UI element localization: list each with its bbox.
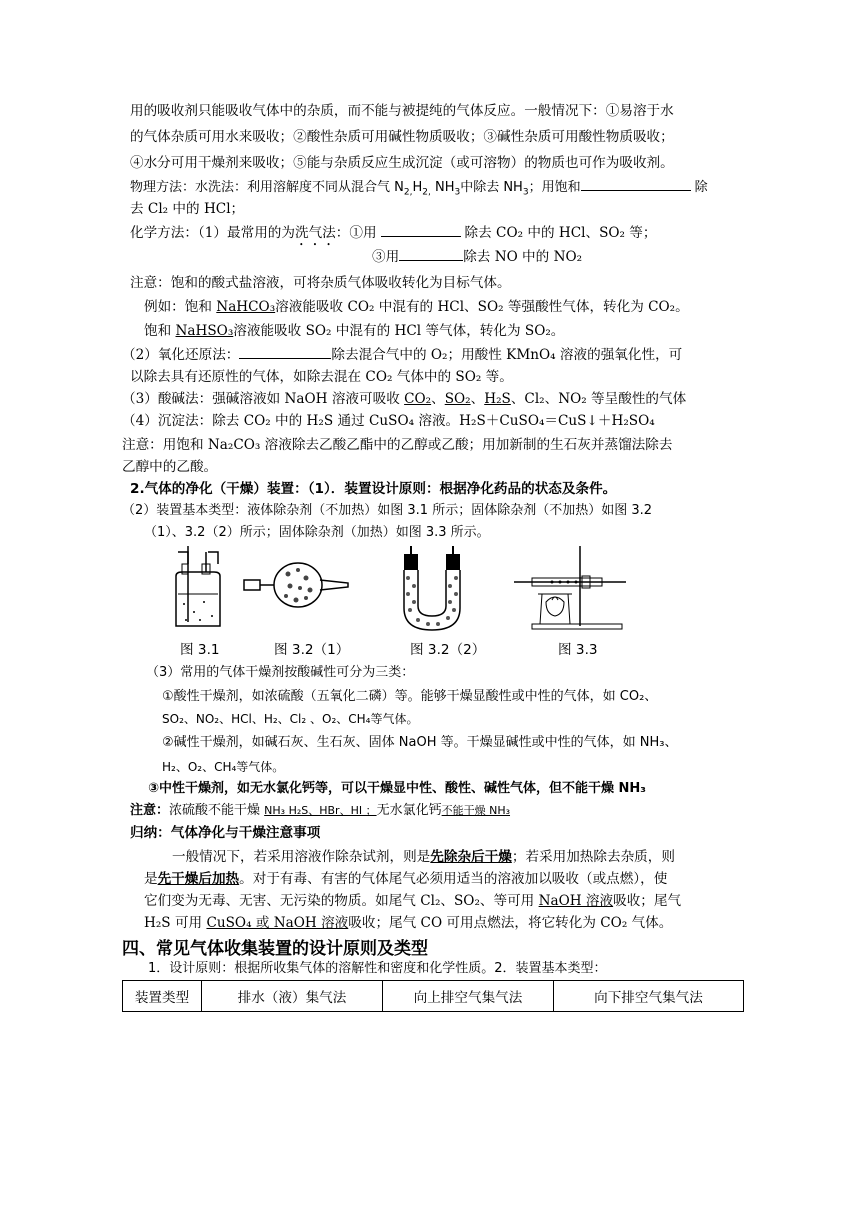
figure-3-2-2-u-tube [398, 544, 468, 634]
summary-line-2: 是先干燥后加热。对于有毒、有害的气体尾气必须用适当的溶液加以吸收（或点燃），使 [144, 871, 668, 887]
summary-heading: 归纳：气体净化与干燥注意事项 [130, 825, 321, 841]
para-absorbent-3: ④水分可用干燥剂来吸收；⑤能与杂质反应生成沉淀（或可溶物）的物质也可作为吸收剂。 [130, 155, 674, 171]
table-cell: 向下排空气集气法 [554, 981, 744, 1012]
note-sodium-carbonate-2: 乙醇中的乙酸。 [122, 459, 218, 475]
precipitation-method-line: （4）沉淀法：除去 CO₂ 中的 H₂S 通过 CuSO₄ 溶液。H₂S＋CuSO₄＝CuS↓＋H₂SO₄ [122, 413, 655, 429]
acidic-desiccant-line-2: SO₂、NO₂、HCl、H₂、Cl₂ 、O₂、CH₄等气体。 [162, 712, 419, 726]
acidic-desiccant-line: ①酸性干燥剂，如浓硫酸（五氧化二磷）等。能够干燥显酸性或中性的气体，如 CO₂、 [162, 689, 658, 704]
basic-desiccant-line-2: H₂、O₂、CH₄等气体。 [162, 760, 285, 774]
device-types-line: （2）装置基本类型：液体除杂剂（不加热）如图 3.1 所示；固体除杂剂（不加热）如图 3.2 [122, 503, 653, 518]
caption-figure-3-2-1: 图 3.2（1） [274, 642, 350, 658]
caption-figure-3-1: 图 3.1 [180, 642, 220, 658]
basic-desiccant-line: ②碱性干燥剂，如碱石灰、生石灰、固体 NaOH 等。干燥显碱性或中性的气体，如 NH₃、 [162, 735, 678, 750]
summary-line-3: 它们变为无毒、无害、无污染的物质。如尾气 Cl₂、SO₂、等可用 NaOH 溶液吸收；尾气 [144, 893, 682, 909]
section-4-heading: 四、常见气体收集装置的设计原则及类型 [122, 939, 428, 959]
redox-method-line-2: 以除去具有还原性的气体，如除去混在 CO₂ 气体中的 SO₂ 等。 [130, 369, 513, 385]
chemical-method-line-2: ③用 除去 NO 中的 NO₂ [372, 246, 582, 268]
summary-line-4: H₂S 可用 CuSO₄ 或 NaOH 溶液吸收；尾气 CO 可用点燃法，将它转化为 CO₂ 气体。 [144, 915, 673, 931]
caption-figure-3-2-2: 图 3.2（2） [410, 642, 486, 658]
table-cell: 装置类型 [123, 981, 202, 1012]
table-cell: 排水（液）集气法 [202, 981, 383, 1012]
table-cell: 向上排空气集气法 [383, 981, 554, 1012]
neutral-desiccant-line: ③中性干燥剂，如无水氯化钙等，可以干燥显中性、酸性、碱性气体，但不能干燥 NH₃ [148, 781, 646, 796]
acid-base-method-line: （3）酸碱法：强碱溶液如 NaOH 溶液可吸收 CO₂、SO₂、H₂S、Cl₂、NO₂ 等呈酸性的气体 [122, 391, 687, 407]
desiccant-classes-line: （3）常用的气体干燥剂按酸碱性可分为三类： [146, 665, 415, 680]
note-sodium-carbonate: 注意：用饱和 Na₂CO₃ 溶液除去乙酸乙酯中的乙醇或乙酸；用加新制的生石灰并蒸馏法除去 [122, 437, 673, 453]
physical-method-line-2: 去 Cl₂ 中的 HCl； [130, 201, 245, 217]
note-acid-salt: 注意：饱和的酸式盐溶液，可将杂质气体吸收转化为目标气体。 [130, 275, 511, 291]
redox-method-line: （2）氧化还原法： 除去混合气中的 O₂；用酸性 KMnO₄ 溶液的强氧化性，可 [122, 344, 682, 366]
device-types-line-2: （1）、3.2（2）所示；固体除杂剂（加热）如图 3.3 所示。 [144, 525, 490, 540]
table-row [123, 981, 744, 1012]
note-desiccant-limits: 注意：浓硫酸不能干燥 NH₃ H₂S、HBr、HI ；无水氯化钙不能干燥 NH₃ [130, 803, 511, 818]
para-absorbent-1: 用的吸收剂只能吸收气体中的杂质，而不能与被提纯的气体反应。一般情况下：①易溶于水 [130, 103, 674, 119]
chemical-method-line: 化学方法：（1）最常用的为洗气法：①用 除去 CO₂ 中的 HCl、SO₂ 等； [130, 222, 657, 249]
figure-3-1-gas-washing-bottle [170, 542, 226, 632]
collection-device-table [122, 980, 744, 1012]
example-nahco3: 例如：饱和 NaHCO₃溶液能吸收 CO₂ 中混有的 HCl、SO₂ 等强酸性气体，转化为 CO₂。 [144, 299, 689, 315]
caption-figure-3-3: 图 3.3 [558, 642, 598, 658]
physical-method-line: 物理方法：水洗法：利用溶解度不同从混合气 $N_{2,}H_{2,}$ $NH_3$中除去 $NH_3$；用饱和 除 [130, 176, 708, 204]
figure-3-3-heated-tube [512, 544, 628, 632]
section-2-heading: 2.气体的净化（干燥）装置：（1）．装置设计原则：根据净化药品的状态及条件。 [130, 481, 617, 497]
figure-3-2-1-drying-tube [240, 560, 350, 610]
example-nahso3: 饱和 NaHSO₃溶液能吸收 SO₂ 中混有的 HCl 等气体，转化为 SO₂。 [144, 323, 565, 339]
summary-line-1: 一般情况下，若采用溶液作除杂试剂，则是先除杂后干燥；若采用加热除去杂质，则 [172, 849, 675, 865]
collection-principle-line: 1．设计原则：根据所收集气体的溶解性和密度和化学性质。2．装置基本类型： [148, 961, 607, 976]
para-absorbent-2: 的气体杂质可用水来吸收；②酸性杂质可用碱性物质吸收；③碱性杂质可用酸性物质吸收； [130, 129, 674, 145]
